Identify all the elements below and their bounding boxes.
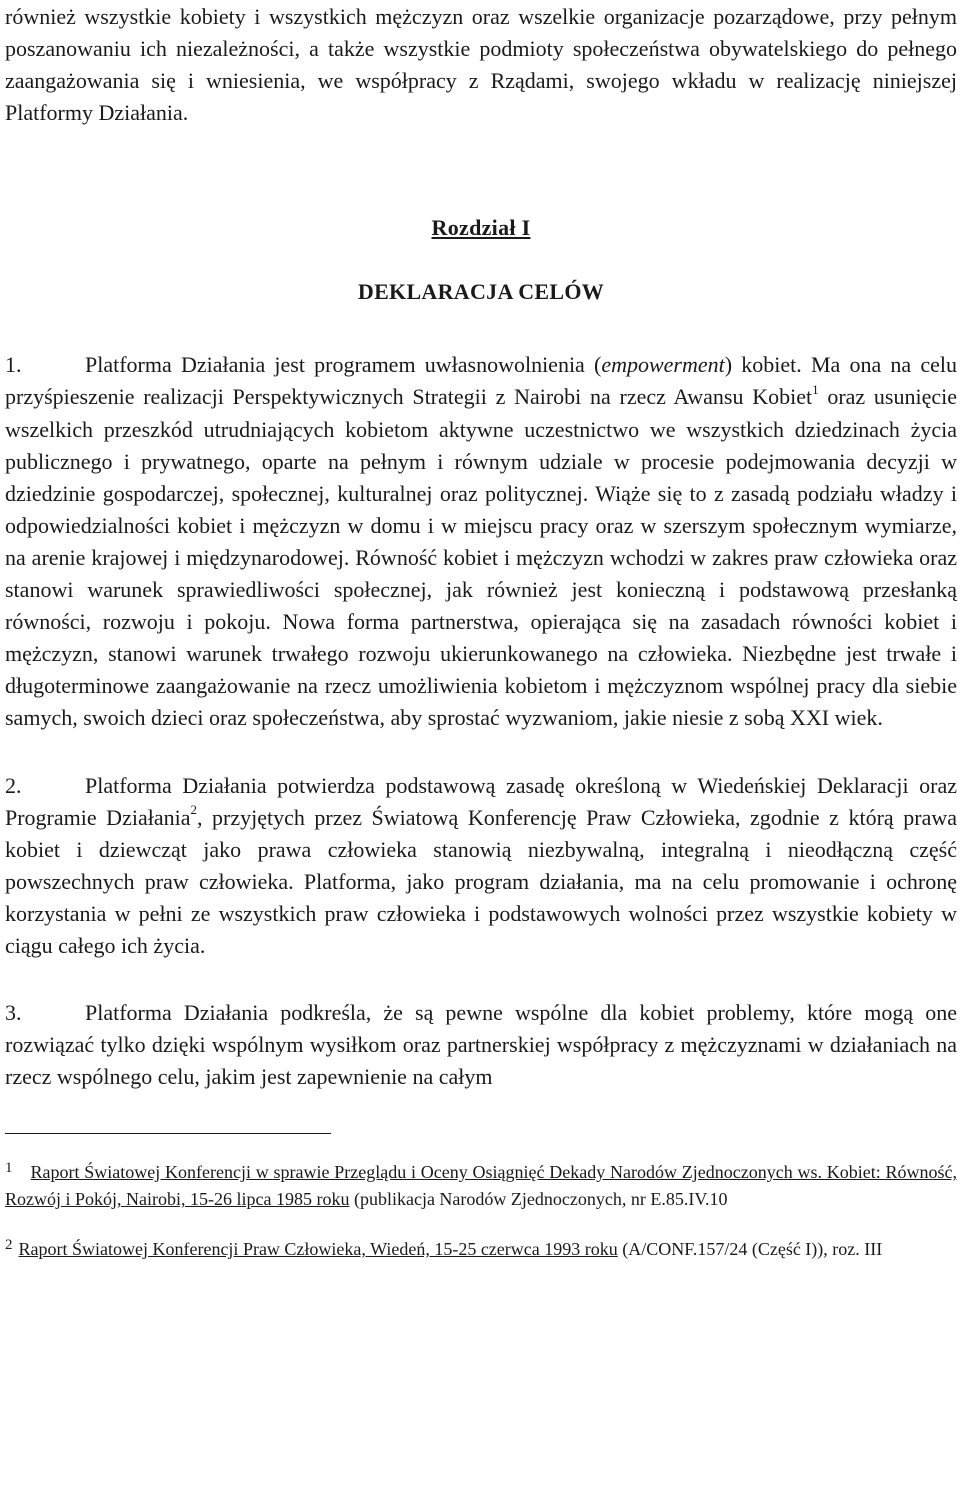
paragraph-2 (5, 770, 957, 963)
paragraph-1 (5, 349, 957, 734)
paragraph-text: , przyjętych przez Światową Konferencję Praw Człowieka, zgodnie z którą prawa kobiet i dziewcząt jako prawa człowieka stanowią niezbywalną, integralną i nieodłączną część powszechnych praw człowieka. Platforma, jako program działania, ma na celu promowanie i ochronę korzystania w pełni ze wszystkich praw człowieka i podstawowych wolności przez wszystkie kobiety w ciągu całego ich życia. (5, 804, 957, 958)
paragraph-number: 1. (5, 352, 22, 378)
paragraph-3 (5, 997, 957, 1093)
footnote-text: (A/CONF.157/24 (Część I)), roz. III (617, 1239, 883, 1260)
paragraph-text: ) kobiet. Ma ona na celu przyśpieszenie realizacji Perspektywicznych Strategii z Nairobi na rzecz Awansu Kobiet (5, 352, 958, 410)
paragraph-emphasis: empowerment (601, 352, 725, 378)
footnote-1 (5, 1155, 957, 1213)
document-page (5, 0, 957, 1263)
footnote-reference[interactable]: 1 (812, 382, 819, 398)
footnote-separator (5, 1133, 331, 1134)
footnote-title-link: Raport Światowej Konferencji w sprawie Przeglądu i Oceny Osiągnięć Dekady Narodów Zjednoczonych ws. Kobiet: Równość, Rozwój i Pokój, Nairobi, 15-26 lipca 1985 roku (5, 1162, 957, 1210)
paragraph-number: 3. (5, 1000, 22, 1026)
paragraph-text: Platforma Działania jest programem uwłasnowolnienia ( (85, 352, 602, 378)
footnote-title-link: Raport Światowej Konferencji Praw Człowieka, Wiedeń, 15-25 czerwca 1993 roku (18, 1239, 618, 1260)
footnote-number: 2 (5, 1237, 13, 1254)
intro-paragraph (5, 1, 957, 129)
chapter-title: DEKLARACJA CELÓW (357, 279, 605, 305)
chapter-label: Rozdział I (431, 215, 531, 241)
footnote-2 (5, 1232, 957, 1263)
footnote-number: 1 (5, 1160, 13, 1177)
paragraph-text: oraz usunięcie wszelkich przeszkód utrudniających kobietom aktywne uczestnictwo we wszystkich dziedzinach życia publicznego i prywatnego, oparte na pełnym i równym udziale w procesie podejmowania decyzji w dziedzinie gospodarczej, społecznej, kulturalnej oraz politycznej. Wiąże się to z zasadą podziału władzy i odpowiedzialności kobiet i mężczyzn w domu i w miejscu pracy oraz w szerszym społecznym wymiarze, na arenie krajowej i międzynarodowej. Równość kobiet i mężczyzn wchodzi w zakres praw człowieka oraz stanowi warunek sprawiedliwości społecznej, jak również jest konieczną i podstawową przesłanką równości, rozwoju i pokoju. Nowa forma partnerstwa, opierająca się na zasadach równości kobiet i mężczyzn, stanowi warunek trwałego rozwoju ukierunkowanego na człowieka. Niezbędne jest trwałe i długoterminowe zaangażowanie na rzecz umożliwienia kobietom i mężczyznom wspólnej pracy dla siebie samych, swoich dzieci oraz społeczeństwa, aby sprostać wyzwaniom, jakie niesie z sobą XXI wiek. (5, 384, 957, 731)
footnote-text: (publikacja Narodów Zjednoczonych, nr E.85.IV.10 (349, 1189, 728, 1210)
paragraph-number: 2. (5, 772, 22, 798)
paragraph-text: Platforma Działania potwierdza podstawową zasadę określoną w Wiedeńskiej Deklaracji oraz Programie Działania (5, 772, 957, 830)
paragraph-text: Platforma Działania podkreśla, że są pewne wspólne dla kobiet problemy, które mogą one rozwiązać tylko dzięki wspólnym wysiłkom oraz partnerskiej współpracy z mężczyznami w działaniach na rzecz wspólnego celu, jakim jest zapewnienie na całym (5, 1000, 957, 1090)
footnote-reference[interactable]: 2 (190, 802, 197, 818)
intro-text: również wszystkie kobiety i wszystkich mężczyzn oraz wszelkie organizacje pozarządowe, przy pełnym poszanowaniu ich niezależności, a także wszystkie podmioty społeczeństwa obywatelskiego do pełnego zaangażowania się i wniesienia, we współpracy z Rządami, swojego wkładu w realizację niniejszej Platformy Działania. (5, 4, 957, 126)
